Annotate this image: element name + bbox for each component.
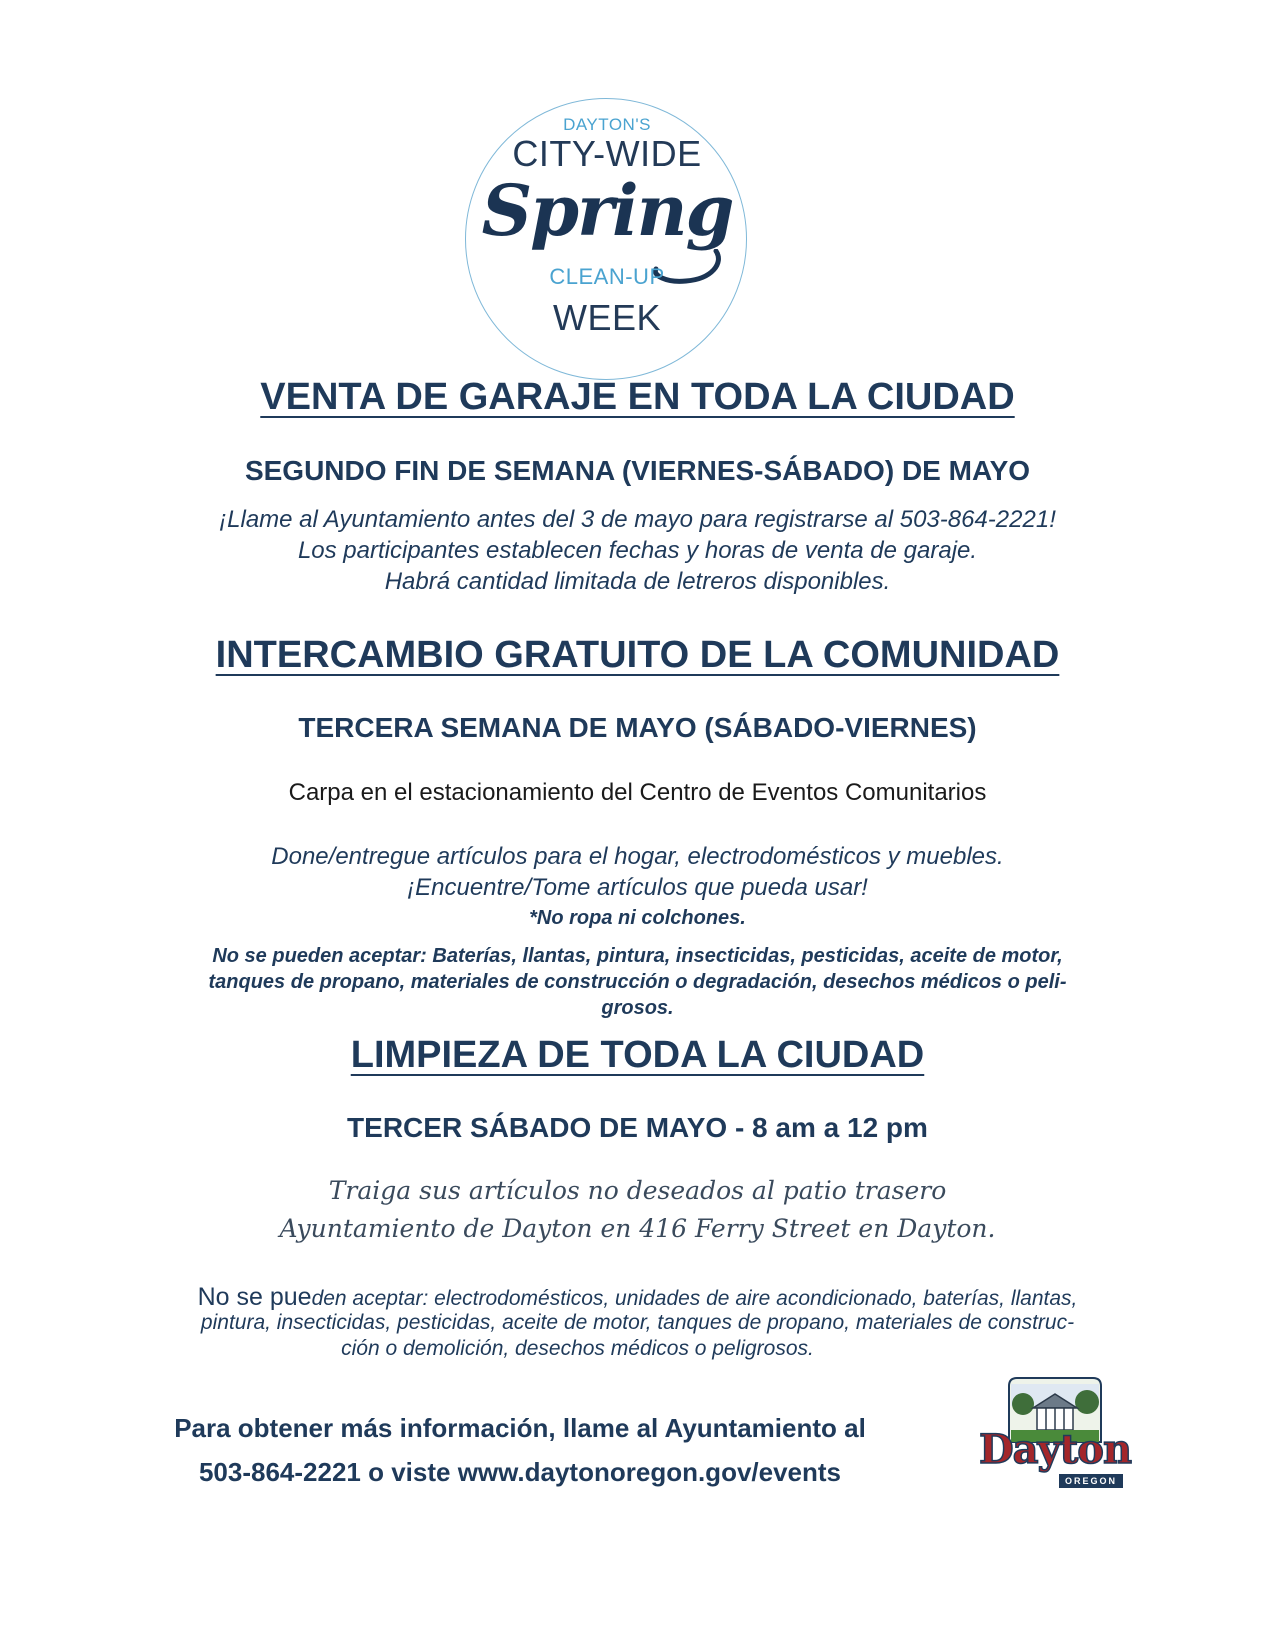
garage-sale-subtitle: SEGUNDO FIN DE SEMANA (VIERNES-SÁBADO) DE MAYO: [244, 455, 1031, 486]
cleanup-subtitle: TERCER SÁBADO DE MAYO - 8 am a 12 pm: [347, 1112, 928, 1143]
logo-city-wide-text: CITY-WIDE: [512, 133, 702, 174]
dayton-logo-oregon: OREGON: [1059, 1474, 1123, 1488]
cleanup-line-1: Traiga sus artículos no deseados al patio trasero: [328, 1176, 947, 1205]
logo-clean-up-text: CLEAN-UP: [549, 264, 665, 289]
dayton-oregon-logo: [975, 1372, 1135, 1492]
contact-line-2: 503-864-2221 o viste www.daytonoregon.gov/events: [198, 1457, 842, 1487]
garage-sale-line-2: Los participantes establecen fechas y horas de venta de garaje.: [297, 537, 978, 564]
free-exchange-note: *No ropa ni colchones.: [529, 907, 746, 929]
dayton-logo-name: Dayton: [978, 1426, 1132, 1473]
spring-cleanup-logo: [465, 98, 747, 380]
logo-week-text: WEEK: [552, 297, 661, 338]
free-exchange-subtitle: TERCERA SEMANA DE MAYO (SÁBADO-VIERNES): [298, 712, 977, 743]
free-exchange-not-accepted-3: grosos.: [601, 997, 674, 1019]
logo-daytons-text: DAYTON'S: [563, 115, 651, 134]
free-exchange-not-accepted-2: tanques de propano, materiales de construcción o degradación, desechos médicos o peli-: [208, 971, 1067, 993]
free-exchange-location: Carpa en el estacionamiento del Centro de Eventos Comunitarios: [288, 779, 987, 806]
garage-sale-title: VENTA DE GARAJE EN TODA LA CIUDAD: [260, 376, 1015, 418]
cleanup-not-accepted-3: ción o demolición, desechos médicos o peligrosos.: [341, 1337, 814, 1360]
cleanup-line-2: Ayuntamiento de Dayton en 416 Ferry Street en Dayton.: [279, 1214, 996, 1243]
contact-line-1: Para obtener más información, llame al Ayuntamiento al: [174, 1413, 866, 1443]
cleanup-not-accepted-lead: No se pue: [197, 1283, 312, 1311]
cleanup-not-accepted-1: No se pueden aceptar: electrodomésticos, unidades de aire acondicionado, baterías, llantas,: [197, 1283, 1078, 1311]
free-exchange-line-1: Done/entregue artículos para el hogar, electrodomésticos y muebles.: [271, 843, 1004, 870]
garage-sale-line-3: Habrá cantidad limitada de letreros disponibles.: [384, 568, 891, 595]
cleanup-not-accepted-2: pintura, insecticidas, pesticidas, aceite de motor, tanques de propano, materiales de construc-: [200, 1311, 1075, 1334]
cleanup-title: LIMPIEZA DE TODA LA CIUDAD: [350, 1034, 925, 1076]
free-exchange-line-2: ¡Encuentre/Tome artículos que pueda usar!: [407, 874, 868, 901]
garage-sale-line-1: ¡Llame al Ayuntamiento antes del 3 de mayo para registrarse al 503-864-2221!: [219, 506, 1056, 533]
free-exchange-title: INTERCAMBIO GRATUITO DE LA COMUNIDAD: [215, 634, 1060, 676]
logo-spring-text: Spring: [481, 169, 733, 252]
free-exchange-not-accepted-1: No se pueden aceptar: Baterías, llantas, pintura, insecticidas, pesticidas, aceite de motor,: [212, 945, 1063, 967]
